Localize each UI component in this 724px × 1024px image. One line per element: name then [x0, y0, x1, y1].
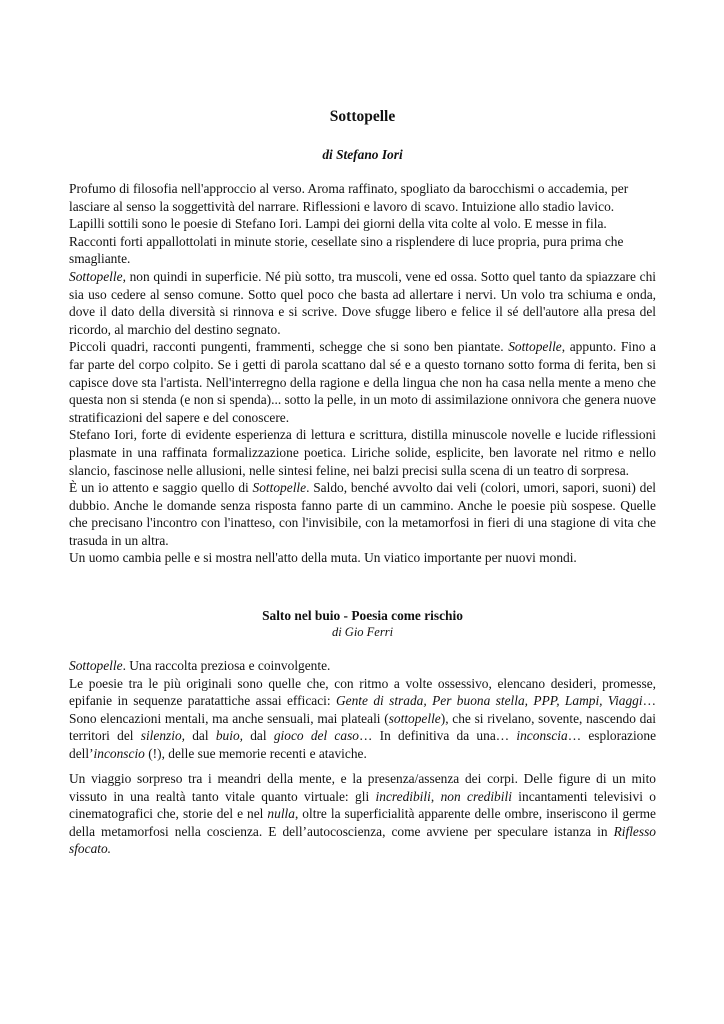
article-title: Salto nel buio - Poesia come rischio: [262, 608, 463, 623]
paragraph: [69, 675, 656, 763]
paragraph-text: , non quindi in superficie. Né più sotto, tra muscoli, vene ed ossa. Sotto quel tanto da spiazzare chi sia uso cedere al senso comune. Sotto quel poco che basta ad allertare i nervi. Un volo tra schiuma e onda, dove il dato della diversità si rinnova e si scrive. Dove sfugge libero e felice il sé dell'autore alla presa del ricordo, al marchio del destino segnato.: [69, 268, 656, 337]
paragraph-text: … esplorazione dell’: [69, 728, 657, 761]
italic-term: non credibili: [440, 788, 512, 804]
paragraph-line: Racconti forti appallottolati in minute storie, cesellate sino a risplendere di luce propria, pura prima che: [69, 233, 624, 249]
paragraph-text: . Saldo, benché avvolto dai veli (colori, umori, sapori, suoni) del dubbio. Anche le domande senza risposta fanno parte di un cammino. Anche le poesie più sospese. Quelle che precisano l'incontro con l'inatteso, con l'invisibile, con la metamorfosi in fieri di una stagione di vita che trasuda in un altra.: [69, 480, 656, 548]
book-title: Sottopelle: [252, 480, 307, 496]
article-title: Sottopelle: [329, 108, 396, 125]
paragraph-text: Le poesie tra le più originali sono quelle che, con ritmo a volte ossessivo, elencano desideri, promesse, epifanie in sequenze paratattiche assai efficaci:: [69, 675, 656, 709]
italic-term: inconscia: [516, 728, 568, 744]
paragraph-text: dal: [243, 728, 274, 744]
paragraph-text: ,: [430, 788, 441, 804]
paragraph-line: lasciare al senso la soggettività del narrare. Riflessioni e lavoro di scavo. Intuizione allo stadio lavico.: [69, 198, 615, 214]
paragraph: Stefano Iori, forte di evidente esperienza di lettura e scrittura, distilla minuscole novelle e lucide riflessioni plasmate in una raffinata formalizzazione poetica. Liriche solide, esplicite, ben lavorate nel ritmo e nello slancio, fascinose nelle allusioni, nelle sintesi feline, nei balzi precisi sulla scena di un teatro di sorpresa.: [69, 427, 656, 478]
article-body: [69, 180, 656, 567]
article-body: [69, 657, 656, 763]
article-byline: di Gio Ferri: [331, 625, 394, 639]
paragraph: [69, 657, 656, 675]
paragraph: [69, 770, 656, 858]
paragraph-text: ), che si rivelano, sovente, nascendo dai territori del: [69, 710, 656, 744]
paragraph-text: … In definitiva da una…: [358, 728, 517, 744]
article-byline: di Stefano Iori: [322, 147, 403, 162]
paragraph: [69, 338, 656, 426]
paragraph-line: Lapilli sottili sono le poesie di Stefano Iori. Lampi dei giorni della vita colte al volo. E messe in fila.: [69, 216, 607, 232]
italic-term: silenzio,: [140, 728, 185, 744]
paragraph-text: , appunto. Fino a far parte del corpo colpito. Se i getti di parola scattano dal sé e a questo tornano sotto forma di ferita, ben si capisce dove sta l'artista. Nell'interregno della ragione e della lingua che non ha casa nella mente a meno che questa non si stenda (e non si spenda)... sotto la pelle, in un moto di assimilazione onnivora che genera nuove stratificazioni del sapere e del conoscere.: [69, 339, 656, 425]
paragraph-text: È un io attento e saggio quello di: [69, 480, 253, 496]
paragraph-text: (!), delle sue memorie recenti e ataviche.: [144, 745, 367, 761]
paragraph-text: incantamenti televisivi o cinematografici che, storie del e nel: [69, 788, 656, 822]
paragraph-line: Profumo di filosofia nell'approccio al verso. Aroma raffinato, spogliato da barocchismi o accademia, per: [69, 181, 629, 196]
italic-term: incredibili: [375, 788, 431, 804]
paragraph: [69, 268, 656, 338]
paragraph-text: . Una raccolta preziosa e coinvolgente.: [122, 658, 331, 673]
paragraph: Un uomo cambia pelle e si mostra nell'atto della muta. Un viatico importante per nuovi mondi.: [69, 550, 577, 566]
paragraph-text: … Sono elencazioni mentali, ma anche sensuali, mai plateali (: [69, 693, 656, 726]
book-title: Sottopelle: [69, 658, 123, 673]
paragraph-text: , oltre la superficialità apparente delle ombre, inseriscono il germe della metamorfosi nella coscienza. E dell’autocoscienza, come avviene per speculare istanza in: [69, 806, 656, 839]
italic-term: gioco del caso: [273, 728, 359, 744]
paragraph-line: smagliante.: [69, 251, 131, 267]
book-title: Sottopelle: [508, 339, 562, 355]
book-title: Riflesso sfocato.: [69, 823, 656, 857]
paragraph-text: dal: [185, 728, 216, 744]
book-title: Sottopelle: [69, 268, 123, 284]
italic-term: buio,: [215, 728, 243, 744]
poem-titles: Gente di strada, Per buona stella, PPP, Lampi, Viaggi: [335, 693, 643, 709]
paragraph-text: Piccoli quadri, racconti pungenti, frammenti, schegge che si sono ben piantate.: [69, 339, 509, 355]
article-body: [69, 770, 656, 858]
italic-term: inconscio: [93, 745, 145, 761]
paragraph: [69, 479, 656, 549]
italic-term: sottopelle: [388, 710, 441, 726]
paragraph-text: Un viaggio sorpreso tra i meandri della mente, e la presenza/assenza dei corpi. Delle figure di un mito vissuto in una realtà tanto vitale quanto virtuale: gli: [69, 771, 656, 804]
italic-term: nulla: [267, 806, 295, 822]
